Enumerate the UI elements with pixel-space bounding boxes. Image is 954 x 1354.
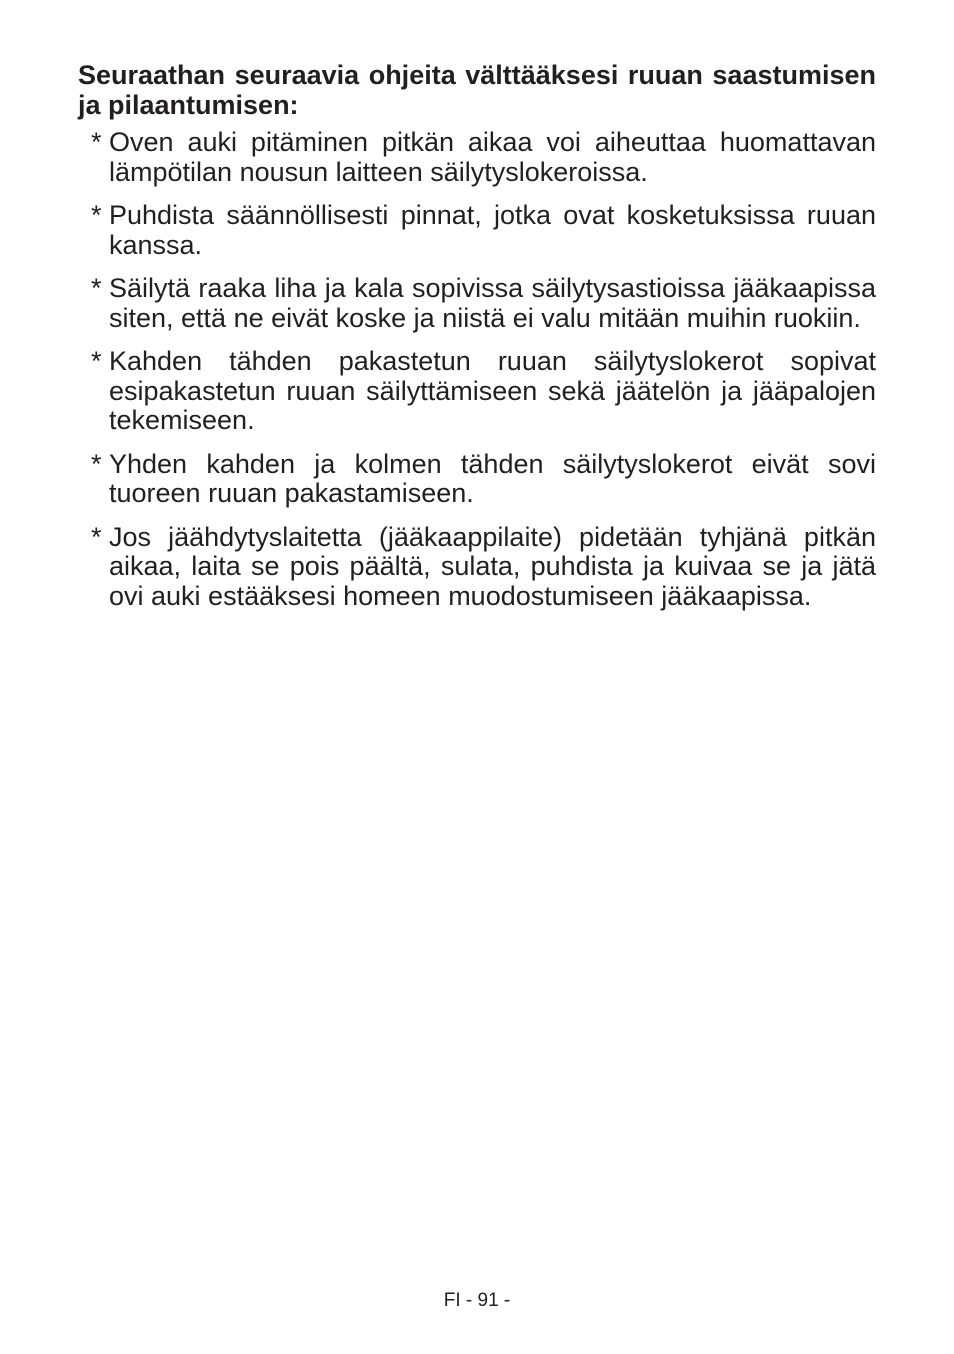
page-number: FI - 91 - [443,1290,511,1311]
list-item [78,523,876,612]
page-content [78,60,876,625]
list-item [78,274,876,333]
list-item-text: Oven auki pitäminen pitkän aikaa voi aiheuttaa huomattavan lämpötilan nousun laitteen säilytyslokeroissa. [109,127,876,187]
list-item [78,347,876,436]
bullet-asterisk: * [91,200,102,230]
list-item-text: Kahden tähden pakastetun ruuan säilytyslokerot sopivat esipakastetun ruuan säilyttämiseen sekä jäätelön ja jääpalojen tekemiseen. [109,346,876,435]
list-item [78,128,876,187]
bullet-asterisk: * [91,346,102,376]
list-item-text: Puhdista säännöllisesti pinnat, jotka ovat kosketuksissa ruuan kanssa. [109,200,876,260]
list-item-text: Säilytä raaka liha ja kala sopivissa säilytysastioissa jääkaapissa siten, että ne eivät koske ja niistä ei valu mitään muihin ruokiin. [109,273,876,333]
bullet-asterisk: * [91,521,102,552]
list-item-text: Jos jäähdytyslaitetta (jääkaappilaite) pidetään tyhjänä pitkän aikaa, laita se pois päältä, sulata, puhdista ja kuivaa se ja jätä ovi auki estääksesi homeen muodostumiseen jääkaapissa. [109,521,876,611]
bullet-asterisk: * [91,127,102,157]
bullet-asterisk: * [91,448,102,479]
section-heading: Seuraathan seuraavia ohjeita välttääksesi ruuan saastumisen ja pilaantumisen: [78,60,876,120]
instruction-list [78,128,876,611]
list-item [78,201,876,260]
list-item-text: Yhden kahden ja kolmen tähden säilytyslokerot eivät sovi tuoreen ruuan pakastamiseen. [109,448,876,508]
bullet-asterisk: * [91,273,102,303]
list-item [78,450,876,509]
